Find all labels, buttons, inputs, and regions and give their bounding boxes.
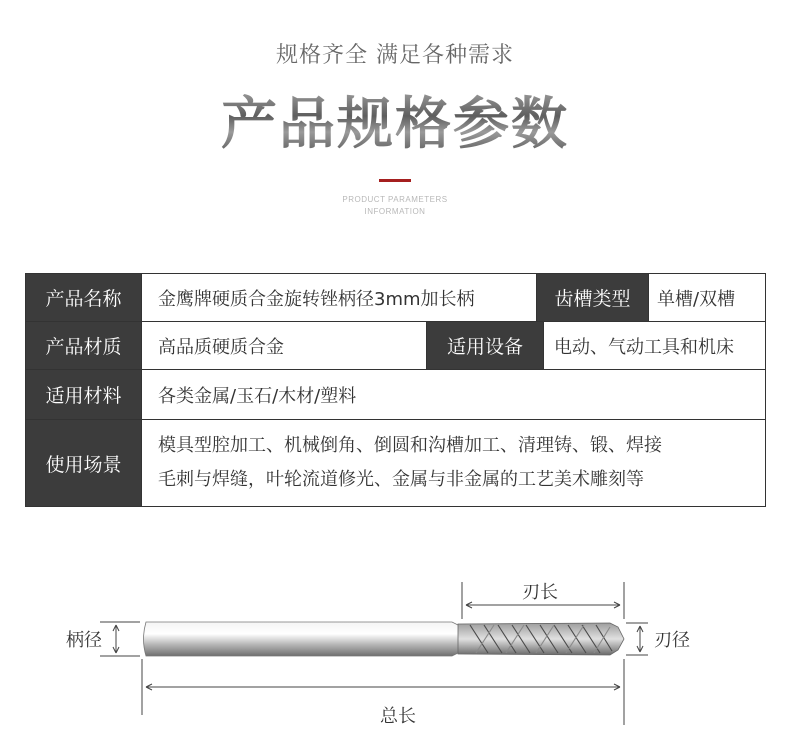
spec-row-usage — [26, 420, 766, 507]
label-product-name: 产品名称 — [26, 274, 142, 321]
value-product-name: 金鹰牌硬质合金旋转锉柄径3mm加长柄 — [142, 274, 537, 321]
total-length-label: 总长 — [380, 706, 416, 727]
label-flute-type: 齿槽类型 — [537, 274, 649, 321]
english-title-line2: INFORMATION — [364, 207, 426, 216]
value-flute-type: 单槽/双槽 — [649, 274, 766, 321]
usage-line-1: 模具型腔加工、机械倒角、倒圆和沟槽加工、清理铸、锻、焊接 — [158, 435, 662, 456]
shank-diameter-dimension — [100, 622, 140, 656]
blade-length-label: 刃长 — [522, 582, 558, 603]
value-usage-scenarios — [142, 420, 766, 506]
tool-shank — [144, 622, 463, 656]
blade-diameter-dimension — [626, 623, 648, 655]
usage-line-2: 毛刺与焊缝，叶轮流道修光、金属与非金属的工艺美术雕刻等 — [158, 469, 644, 490]
label-usage-scenarios: 使用场景 — [26, 420, 142, 506]
label-product-material: 产品材质 — [26, 322, 142, 369]
subtitle: 规格齐全 满足各种需求 — [276, 43, 514, 68]
tool-dimension-diagram — [0, 555, 790, 755]
spec-table — [25, 273, 766, 507]
label-equipment: 适用设备 — [427, 322, 544, 369]
spec-row-material — [26, 322, 766, 370]
blade-diameter-label: 刃径 — [654, 630, 690, 651]
spec-row-name — [26, 274, 766, 322]
spec-row-applicable — [26, 370, 766, 420]
value-applicable-materials: 各类金属/玉石/木材/塑料 — [142, 370, 766, 419]
title-divider — [379, 179, 411, 182]
page-title: 产品规格参数 — [0, 80, 790, 160]
english-title-line1: PRODUCT PARAMETERS — [342, 195, 448, 204]
shank-diameter-label: 柄径 — [66, 630, 102, 651]
tool-blade — [458, 623, 624, 655]
value-equipment: 电动、气动工具和机床 — [544, 322, 766, 369]
value-product-material: 高品质硬质合金 — [142, 322, 427, 369]
label-applicable-materials: 适用材料 — [26, 370, 142, 419]
